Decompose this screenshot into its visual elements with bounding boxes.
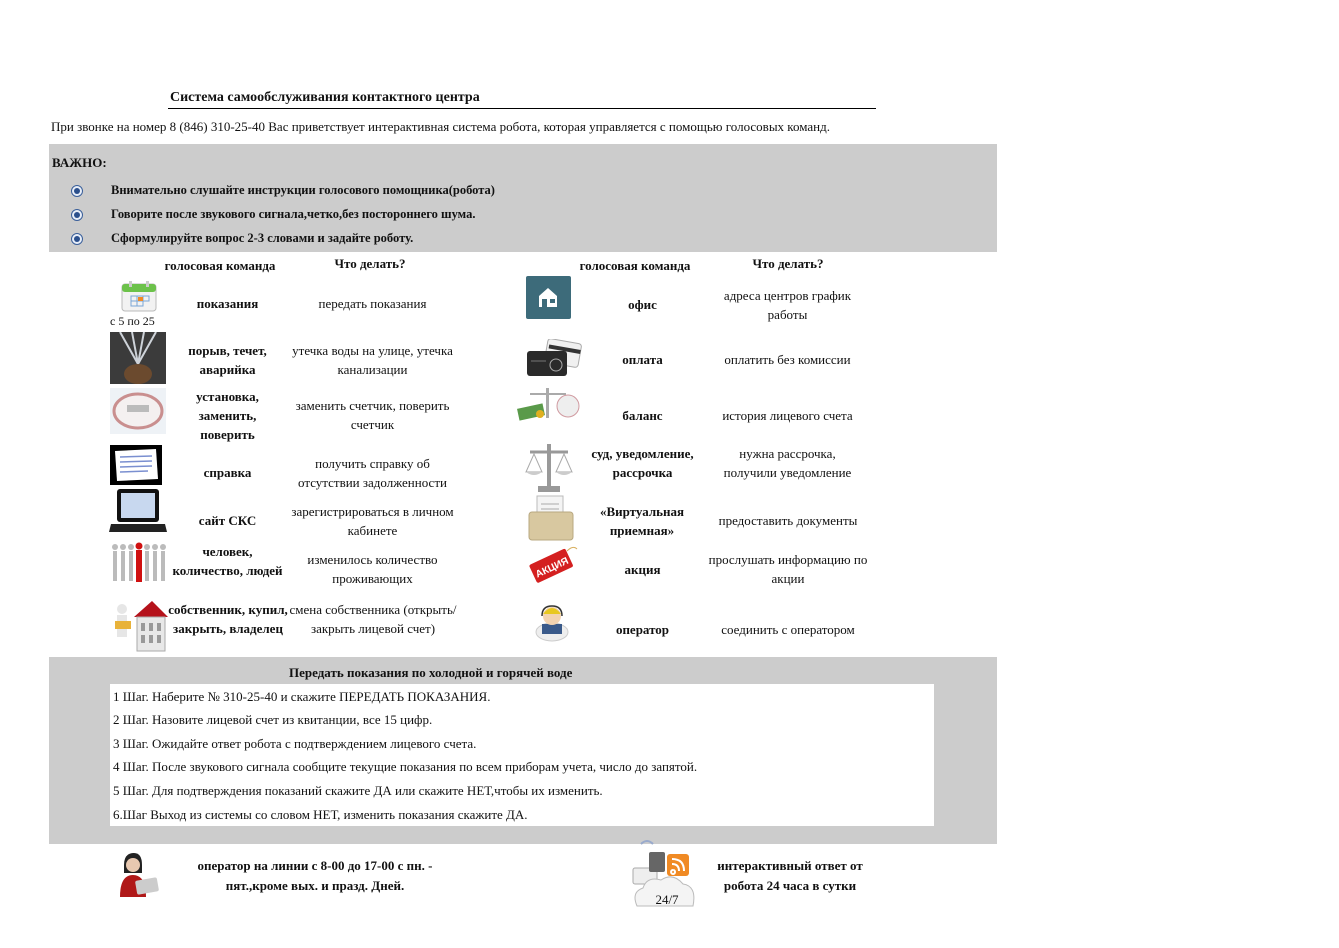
laptop-icon (109, 488, 167, 534)
radio-bullet-icon (71, 209, 83, 221)
important-item-text: Говорите после звукового сигнала,четко,без постороннего шума. (111, 207, 476, 221)
operator-headset-icon (533, 604, 571, 642)
action-label: заменить счетчик, поверить счетчик (295, 398, 450, 432)
calendar-icon (121, 280, 157, 312)
left-command-header: голосовая команда (164, 258, 276, 273)
radio-bullet-icon (71, 185, 83, 197)
payment-cards-icon (526, 339, 582, 377)
command-label: «Виртуальная приемная» (599, 504, 685, 538)
command-label: суд, уведомление, рассрочка (591, 446, 694, 480)
command-label: показания (196, 296, 259, 311)
intro-text: При звонке на номер 8 (846) 310-25-40 Вас приветствует интерактивная система робота, которая управляется с помощью голосовых команд. (51, 119, 830, 134)
steps-title: Передать показания по холодной и горячей воде (289, 665, 573, 680)
command-label: баланс (622, 408, 663, 423)
important-item (71, 183, 495, 198)
title-underline (168, 108, 876, 109)
steps-box (110, 684, 934, 826)
command-label: справка (203, 465, 252, 480)
action-label: оплатить без комиссии (724, 352, 851, 367)
promo-tag-text: АКЦИЯ (534, 555, 571, 581)
command-label: акция (624, 562, 661, 577)
step-item: 2 Шаг. Назовите лицевой счет из квитанции, все 15 цифр. (113, 712, 433, 727)
step-item: 1 Шаг. Наберите № 310-25-40 и скажите ПЕРЕДАТЬ ПОКАЗАНИЯ. (113, 689, 491, 704)
page-title: Система самообслуживания контактного центра (170, 90, 480, 105)
important-item-text: Внимательно слушайте инструкции голосового помощника(робота) (111, 183, 495, 197)
command-label: оплата (622, 352, 663, 367)
folder-icon (527, 494, 575, 542)
command-label: офис (628, 297, 657, 312)
action-label: утечка воды на улице, утечка канализации (292, 343, 453, 377)
water-burst-icon (110, 332, 166, 384)
command-label: порыв, течет, аварийка (188, 343, 267, 377)
important-label: ВАЖНО: (52, 155, 107, 170)
action-label: соединить с оператором (721, 622, 855, 637)
right-command-header: голосовая команда (579, 258, 691, 273)
important-item-text: Сформулируйте вопрос 2-3 словами и задайте роботу. (111, 231, 414, 245)
office-icon (526, 276, 571, 319)
step-item: 5 Шаг. Для подтверждения показаний скажите ДА или скажите НЕТ,чтобы их изменить. (113, 783, 603, 798)
robot-hours-text: интерактивный ответ от робота 24 часа в сутки (717, 858, 863, 893)
steps-panel (49, 657, 997, 844)
robot-badge-text: 24/7 (655, 892, 679, 907)
left-action-header: Что делать? (334, 256, 406, 271)
action-label: предоставить документы (718, 513, 858, 528)
owner-house-icon (110, 599, 168, 654)
operator-hours-text: оператор на линии с 8-00 до 17-00 с пн. - пят.,кроме вых. и празд. Дней. (197, 858, 433, 893)
people-icon (110, 541, 168, 583)
action-label: получить справку об отсутствии задолженности (298, 456, 447, 490)
promo-tag-icon (527, 543, 579, 583)
robot-247-icon (631, 838, 703, 908)
right-action-header: Что делать? (752, 256, 824, 271)
important-item (71, 231, 413, 246)
command-label: собственник, купил, закрыть, владелец (168, 602, 288, 636)
action-label: нужна рассрочка, получили уведомление (723, 446, 852, 480)
action-label: смена собственника (открыть/ закрыть лицевой счет) (289, 602, 457, 636)
action-label: прослушать информацию по акции (708, 552, 868, 586)
step-item: 3 Шаг. Ожидайте ответ робота с подтверждением лицевого счета. (113, 736, 477, 751)
command-label: установка, заменить, поверить (196, 389, 259, 442)
balance-scale-money-icon (516, 386, 580, 422)
calendar-caption: с 5 по 25 (110, 314, 155, 328)
operator-woman-icon (116, 851, 160, 899)
command-label: человек, количество, людей (172, 544, 283, 578)
command-label: сайт СКС (198, 513, 257, 528)
action-label: адреса центров график работы (723, 288, 852, 322)
action-label: история лицевого счета (722, 408, 853, 423)
important-panel (49, 144, 997, 252)
water-meter-icon (110, 388, 166, 434)
important-item (71, 207, 475, 222)
step-item: 6.Шаг Выход из системы со словом НЕТ, изменить показания скажите ДА. (113, 807, 528, 822)
court-scales-icon (524, 442, 574, 494)
step-item: 4 Шаг. После звукового сигнала сообщите текущие показания по всем приборам учета, число до запятой. (113, 759, 698, 774)
radio-bullet-icon (71, 233, 83, 245)
command-label: оператор (615, 622, 670, 637)
document-icon (110, 445, 162, 485)
action-label: изменилось количество проживающих (307, 552, 438, 586)
action-label: передать показания (318, 296, 427, 311)
action-label: зарегистрироваться в личном кабинете (291, 504, 454, 538)
